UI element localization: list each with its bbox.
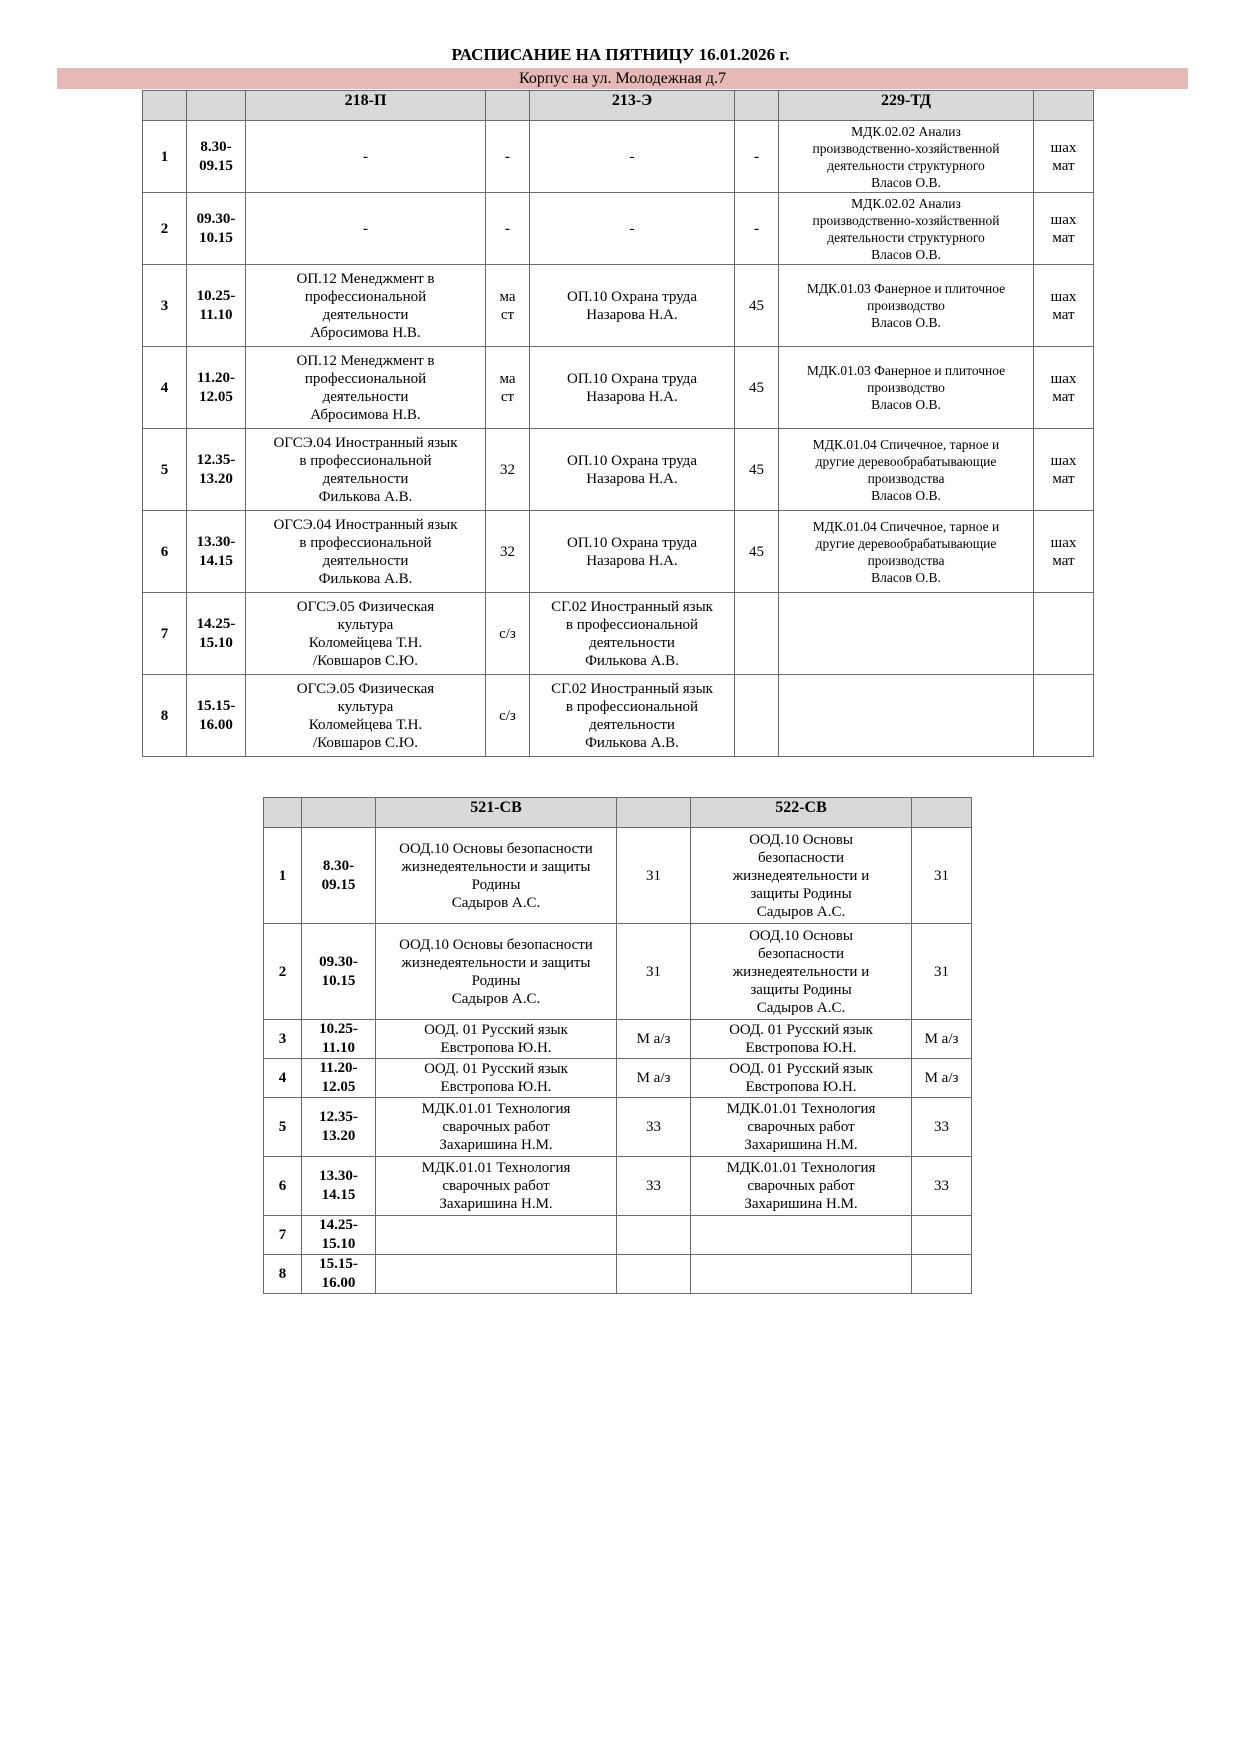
lesson-subject: ОГСЭ.05 Физическая культура Коломейцева Т.Н. /Ковшаров С.Ю. <box>246 675 486 757</box>
lesson-time: 10.25- 11.10 <box>187 265 246 347</box>
schedule-table-main <box>142 90 1094 757</box>
lesson-number: 3 <box>264 1020 302 1059</box>
lesson-room: - <box>486 193 530 265</box>
lesson-room: 31 <box>617 828 691 924</box>
lesson-room: - <box>735 193 779 265</box>
lesson-time: 12.35- 13.20 <box>302 1098 376 1157</box>
lesson-subject: - <box>246 193 486 265</box>
lesson-time: 8.30- 09.15 <box>302 828 376 924</box>
lesson-number: 1 <box>143 121 187 193</box>
lesson-subject: МДК.01.01 Технология сварочных работ Захаришина Н.М. <box>376 1098 617 1157</box>
lesson-room: 33 <box>617 1157 691 1216</box>
lesson-subject <box>779 593 1034 675</box>
lesson-room <box>735 675 779 757</box>
lesson-room: М а/з <box>617 1059 691 1098</box>
lesson-room: шах мат <box>1034 429 1094 511</box>
lesson-room: 45 <box>735 429 779 511</box>
lesson-subject: ОП.10 Охрана труда Назарова Н.А. <box>530 511 735 593</box>
lesson-subject: ОГСЭ.05 Физическая культура Коломейцева Т.Н. /Ковшаров С.Ю. <box>246 593 486 675</box>
lesson-number: 4 <box>143 347 187 429</box>
lesson-number: 8 <box>143 675 187 757</box>
lesson-room: 45 <box>735 511 779 593</box>
lesson-subject: СГ.02 Иностранный язык в профессиональной деятельности Филькова А.В. <box>530 675 735 757</box>
lesson-number: 3 <box>143 265 187 347</box>
lesson-subject: МДК.01.01 Технология сварочных работ Захаришина Н.М. <box>376 1157 617 1216</box>
lesson-subject: ООД.10 Основы безопасности жизнедеятельности и защиты Родины Садыров А.С. <box>691 828 912 924</box>
group-header: 522-СВ <box>691 798 912 828</box>
lesson-room: с/з <box>486 675 530 757</box>
lesson-number: 8 <box>264 1255 302 1294</box>
lesson-room: 33 <box>617 1098 691 1157</box>
lesson-room <box>1034 593 1094 675</box>
lesson-subject: МДК.01.04 Спичечное, тарное и другие деревообрабатывающие производства Власов О.В. <box>779 429 1034 511</box>
lesson-room <box>912 1255 972 1294</box>
table-row <box>264 828 972 924</box>
table-row <box>264 1216 972 1255</box>
table-row <box>143 593 1094 675</box>
lesson-room: М а/з <box>617 1020 691 1059</box>
header-number-cell <box>264 798 302 828</box>
lesson-room <box>617 1216 691 1255</box>
lesson-subject: - <box>246 121 486 193</box>
lesson-subject <box>691 1216 912 1255</box>
page-title: РАСПИСАНИЕ НА ПЯТНИЦУ 16.01.2026 г. <box>451 45 790 64</box>
lesson-subject: МДК.01.03 Фанерное и плиточное производство Власов О.В. <box>779 347 1034 429</box>
lesson-subject: МДК.02.02 Анализ производственно-хозяйственной деятельности структурного Власов О.В. <box>779 193 1034 265</box>
lesson-subject: ООД. 01 Русский язык Евстропова Ю.Н. <box>691 1059 912 1098</box>
lesson-time: 14.25- 15.10 <box>187 593 246 675</box>
lesson-time: 11.20- 12.05 <box>187 347 246 429</box>
table-header-row <box>143 91 1094 121</box>
lesson-time: 8.30- 09.15 <box>187 121 246 193</box>
lesson-subject: ОГСЭ.04 Иностранный язык в профессиональной деятельности Филькова А.В. <box>246 429 486 511</box>
table-row <box>143 265 1094 347</box>
lesson-room: 45 <box>735 265 779 347</box>
lesson-subject: ОП.12 Менеджмент в профессиональной деятельности Абросимова Н.В. <box>246 265 486 347</box>
lesson-number: 5 <box>264 1098 302 1157</box>
table-row <box>143 511 1094 593</box>
lesson-subject: МДК.01.03 Фанерное и плиточное производство Власов О.В. <box>779 265 1034 347</box>
lesson-subject: ООД. 01 Русский язык Евстропова Ю.Н. <box>691 1020 912 1059</box>
lesson-time: 10.25- 11.10 <box>302 1020 376 1059</box>
table-row <box>143 675 1094 757</box>
table-row <box>143 429 1094 511</box>
lesson-room: шах мат <box>1034 511 1094 593</box>
lesson-time: 15.15- 16.00 <box>302 1255 376 1294</box>
lesson-subject: СГ.02 Иностранный язык в профессиональной деятельности Филькова А.В. <box>530 593 735 675</box>
lesson-number: 4 <box>264 1059 302 1098</box>
lesson-room: ма ст <box>486 347 530 429</box>
table-row <box>143 347 1094 429</box>
table-row <box>264 924 972 1020</box>
table-row <box>264 1059 972 1098</box>
header-room-cell <box>486 91 530 121</box>
group-header: 521-СВ <box>376 798 617 828</box>
lesson-number: 6 <box>264 1157 302 1216</box>
lesson-room: ма ст <box>486 265 530 347</box>
lesson-subject: ООД.10 Основы безопасности жизнедеятельности и защиты Родины Садыров А.С. <box>376 828 617 924</box>
lesson-subject: ООД. 01 Русский язык Евстропова Ю.Н. <box>376 1020 617 1059</box>
lesson-room: 45 <box>735 347 779 429</box>
lesson-room <box>735 593 779 675</box>
lesson-number: 1 <box>264 828 302 924</box>
lesson-room: 32 <box>486 429 530 511</box>
group-header: 229-ТД <box>779 91 1034 121</box>
lesson-subject: МДК.01.01 Технология сварочных работ Захаришина Н.М. <box>691 1157 912 1216</box>
lesson-subject <box>376 1216 617 1255</box>
header-number-cell <box>143 91 187 121</box>
lesson-room: - <box>735 121 779 193</box>
lesson-room: 31 <box>617 924 691 1020</box>
lesson-time: 11.20- 12.05 <box>302 1059 376 1098</box>
group-header: 218-П <box>246 91 486 121</box>
group-header: 213-Э <box>530 91 735 121</box>
table-row <box>264 1255 972 1294</box>
lesson-room: М а/з <box>912 1020 972 1059</box>
lesson-subject: ОГСЭ.04 Иностранный язык в профессиональной деятельности Филькова А.В. <box>246 511 486 593</box>
lesson-room: 32 <box>486 511 530 593</box>
lesson-time: 09.30- 10.15 <box>302 924 376 1020</box>
lesson-room <box>1034 675 1094 757</box>
lesson-room: шах мат <box>1034 265 1094 347</box>
lesson-subject: МДК.02.02 Анализ производственно-хозяйственной деятельности структурного Власов О.В. <box>779 121 1034 193</box>
lesson-subject: ОП.10 Охрана труда Назарова Н.А. <box>530 265 735 347</box>
header-room-cell <box>617 798 691 828</box>
lesson-subject: - <box>530 121 735 193</box>
header-time-cell <box>187 91 246 121</box>
lesson-time: 15.15- 16.00 <box>187 675 246 757</box>
table-row <box>143 121 1094 193</box>
header-time-cell <box>302 798 376 828</box>
lesson-room: 31 <box>912 828 972 924</box>
lesson-subject: ООД.10 Основы безопасности жизнедеятельности и защиты Родины Садыров А.С. <box>691 924 912 1020</box>
lesson-room: шах мат <box>1034 121 1094 193</box>
lesson-subject <box>691 1255 912 1294</box>
lesson-subject: - <box>530 193 735 265</box>
lesson-time: 13.30- 14.15 <box>302 1157 376 1216</box>
lesson-subject <box>376 1255 617 1294</box>
lesson-number: 5 <box>143 429 187 511</box>
header-room-cell <box>1034 91 1094 121</box>
lesson-room: - <box>486 121 530 193</box>
lesson-room: шах мат <box>1034 347 1094 429</box>
lesson-room: 31 <box>912 924 972 1020</box>
lesson-room: 33 <box>912 1098 972 1157</box>
lesson-time: 12.35- 13.20 <box>187 429 246 511</box>
lesson-number: 2 <box>264 924 302 1020</box>
lesson-subject: МДК.01.04 Спичечное, тарное и другие деревообрабатывающие производства Власов О.В. <box>779 511 1034 593</box>
lesson-subject: ООД.10 Основы безопасности жизнедеятельности и защиты Родины Садыров А.С. <box>376 924 617 1020</box>
lesson-subject: ОП.10 Охрана труда Назарова Н.А. <box>530 429 735 511</box>
building-banner: Корпус на ул. Молодежная д.7 <box>57 68 1188 89</box>
table-row <box>264 1098 972 1157</box>
table-row <box>143 193 1094 265</box>
lesson-room <box>617 1255 691 1294</box>
header-room-cell <box>735 91 779 121</box>
schedule-table-secondary <box>263 797 972 1294</box>
table-row <box>264 1157 972 1216</box>
lesson-room: шах мат <box>1034 193 1094 265</box>
lesson-subject: МДК.01.01 Технология сварочных работ Захаришина Н.М. <box>691 1098 912 1157</box>
lesson-subject: ООД. 01 Русский язык Евстропова Ю.Н. <box>376 1059 617 1098</box>
lesson-number: 6 <box>143 511 187 593</box>
lesson-number: 7 <box>264 1216 302 1255</box>
lesson-time: 09.30- 10.15 <box>187 193 246 265</box>
lesson-room: М а/з <box>912 1059 972 1098</box>
lesson-subject: ОП.12 Менеджмент в профессиональной деятельности Абросимова Н.В. <box>246 347 486 429</box>
lesson-subject: ОП.10 Охрана труда Назарова Н.А. <box>530 347 735 429</box>
lesson-number: 2 <box>143 193 187 265</box>
lesson-time: 14.25- 15.10 <box>302 1216 376 1255</box>
header-room-cell <box>912 798 972 828</box>
lesson-room <box>912 1216 972 1255</box>
table-header-row <box>264 798 972 828</box>
lesson-room: с/з <box>486 593 530 675</box>
table-row <box>264 1020 972 1059</box>
lesson-subject <box>779 675 1034 757</box>
lesson-number: 7 <box>143 593 187 675</box>
lesson-room: 33 <box>912 1157 972 1216</box>
lesson-time: 13.30- 14.15 <box>187 511 246 593</box>
